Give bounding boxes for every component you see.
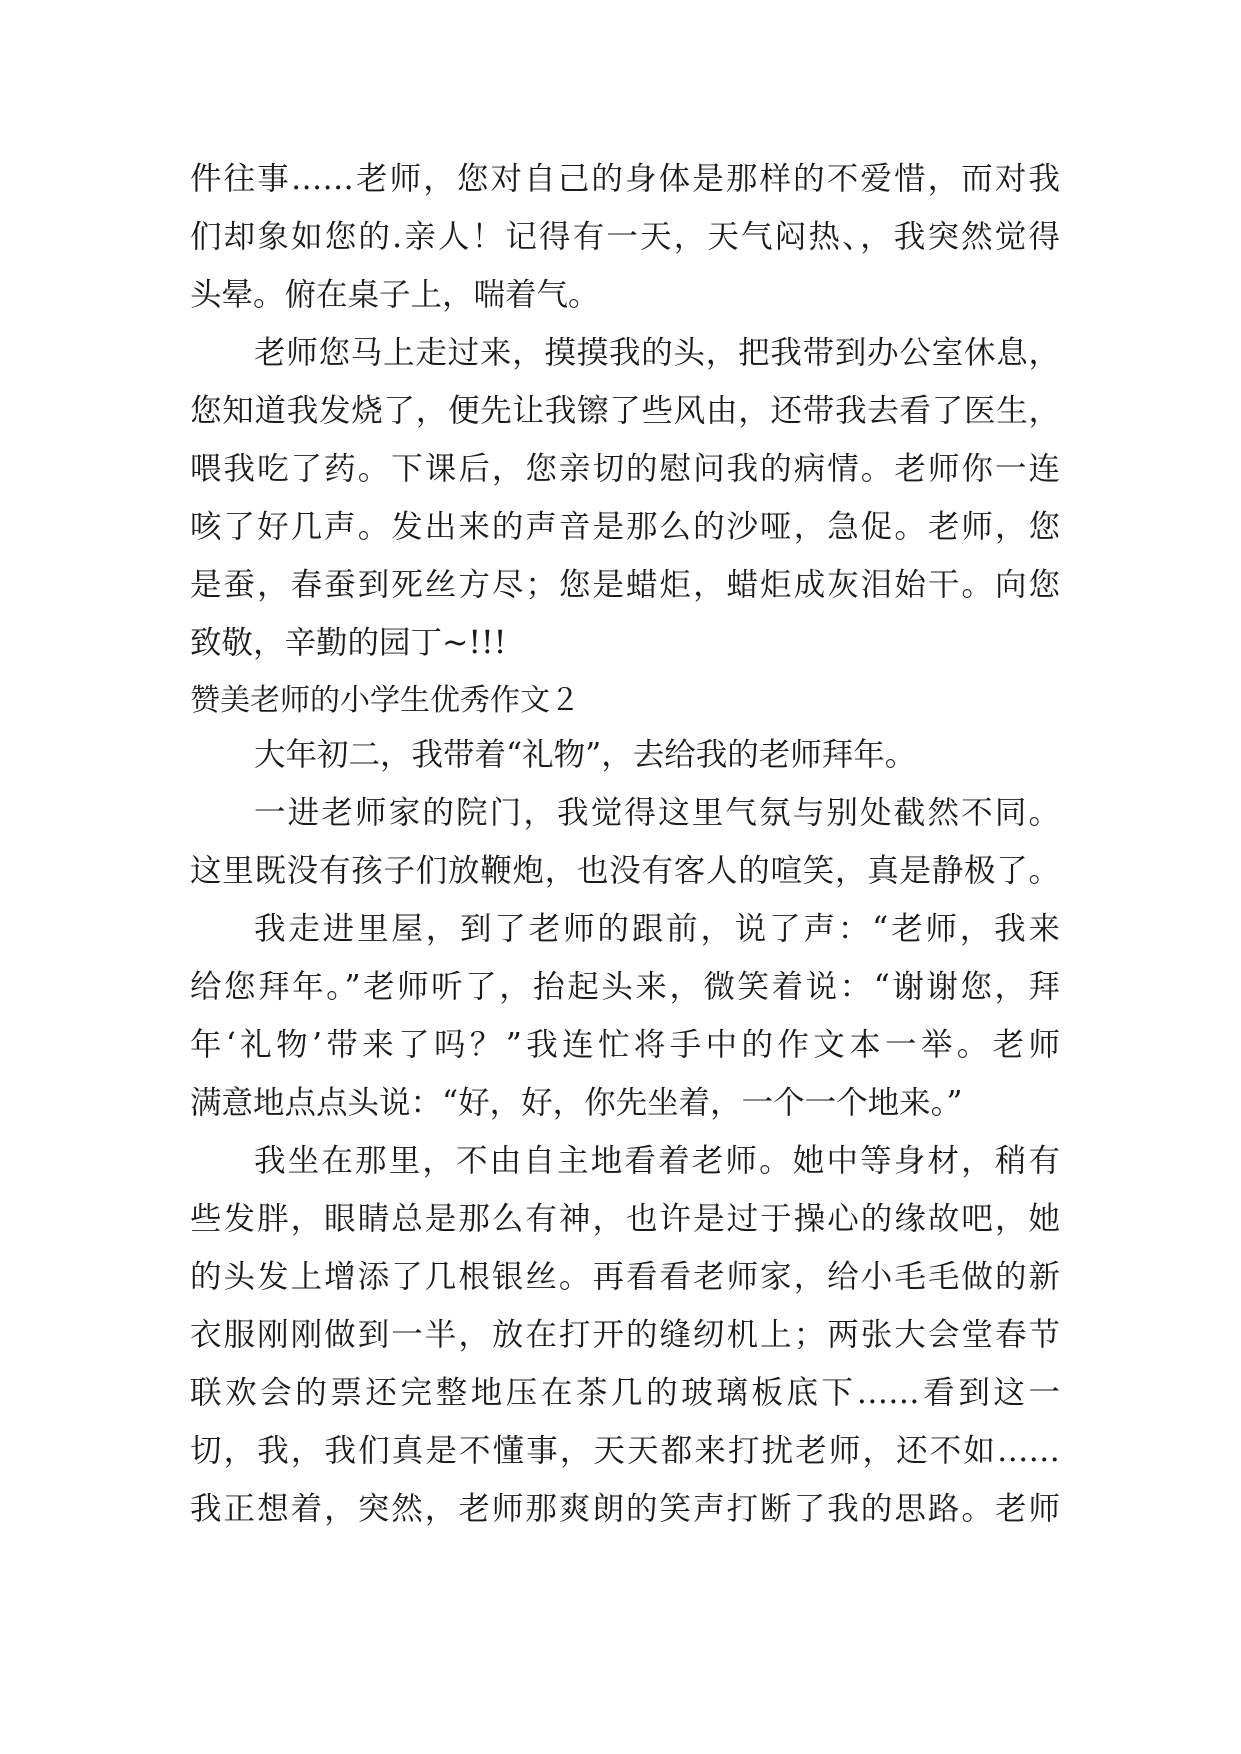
text-line: 一进老师家的院门，我觉得这里气氛与别处截然不同。: [254, 795, 1060, 831]
text-line: 们却象如您的.亲人！记得有一天，天气闷热、，我突然觉得: [190, 219, 1060, 255]
text-line: 的头发上增添了几根银丝。再看看老师家，给小毛毛做的新: [190, 1259, 1060, 1295]
paragraph: [190, 334, 1060, 662]
text-line: 给您拜年。”老师听了，抬起头来，微笑着说：“谢谢您，拜: [190, 969, 1060, 1005]
text-line: 衣服刚刚做到一半，放在打开的缝纫机上；两张大会堂春节: [190, 1317, 1060, 1353]
section-title: 赞美老师的小学生优秀作文２: [190, 683, 580, 718]
text-line: 是蚕，春蚕到死丝方尽；您是蜡炬，蜡炬成灰泪始干。向您: [190, 567, 1060, 603]
paragraph: [190, 160, 1060, 314]
paragraph: [190, 910, 1060, 1122]
text-line: 年‘礼物’带来了吗？”我连忙将手中的作文本一举。老师: [190, 1027, 1060, 1063]
text-line: 致敬，辛勤的园丁~!!!: [190, 625, 507, 661]
text-line: 满意地点点头说：“好，好，你先坐着，一个一个地来。”: [190, 1085, 963, 1121]
text-line: 我走进里屋，到了老师的跟前，说了声：“老师，我来: [254, 911, 1060, 947]
text-line: 我坐在那里，不由自主地看着老师。她中等身材，稍有: [254, 1143, 1060, 1179]
text-line: 您知道我发烧了，便先让我镲了些风由，还带我去看了医生，: [190, 393, 1060, 429]
document-body: [190, 160, 1060, 1548]
paragraph: [190, 1142, 1060, 1528]
text-line: 咳了好几声。发出来的声音是那么的沙哑，急促。老师，您: [190, 509, 1060, 545]
text-line: 切，我，我们真是不懂事，天天都来打扰老师，还不如……: [190, 1433, 1060, 1469]
text-line: 我正想着，突然，老师那爽朗的笑声打断了我的思路。老师: [190, 1491, 1060, 1527]
paragraph: [190, 794, 1060, 890]
text-line: 头晕。俯在桌子上，喘着气。: [190, 277, 600, 313]
paragraph: [190, 736, 1060, 774]
text-line: 些发胖，眼睛总是那么有神，也许是过于操心的缘故吧，她: [190, 1201, 1060, 1237]
text-line: 喂我吃了药。下课后，您亲切的慰问我的病情。老师你一连: [190, 451, 1060, 487]
text-line: 大年初二，我带着“礼物”，去给我的老师拜年。: [254, 737, 917, 773]
text-line: 这里既没有孩子们放鞭炮，也没有客人的喧笑，真是静极了。: [190, 853, 1060, 889]
text-line: 老师您马上走过来，摸摸我的头，把我带到办公室休息，: [254, 335, 1060, 371]
text-line: 件往事……老师，您对自己的身体是那样的不爱惜，而对我: [190, 161, 1060, 197]
text-line: 联欢会的票还完整地压在茶几的玻璃板底下……看到这一: [190, 1375, 1060, 1411]
